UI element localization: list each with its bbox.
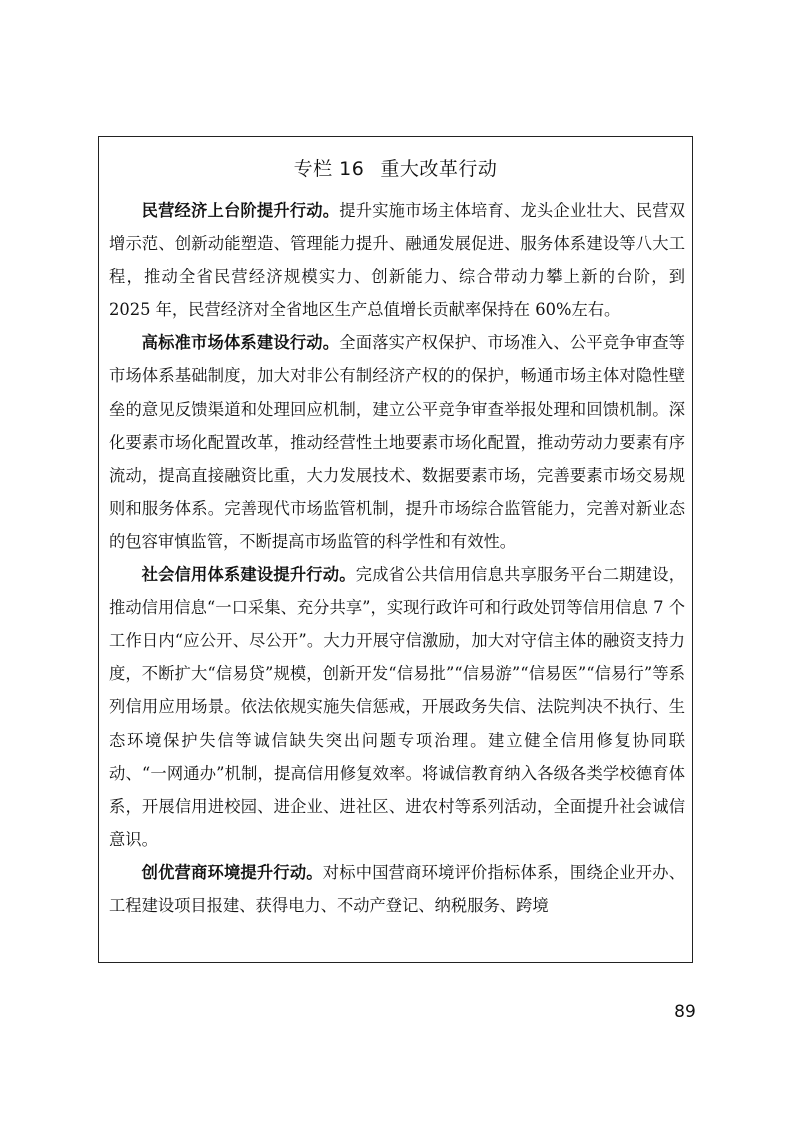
box-content — [109, 194, 685, 922]
page-number: 89 — [674, 1002, 696, 1022]
paragraph-body: 全面落实产权保护、市场准入、公平竞争审查等市场体系基础制度，加大对非公有制经济产权的的保护，畅通市场主体对隐性壁垒的意见反馈渠道和处理回应机制，建立公平竞争审查举报处理和回馈机制。深化要素市场化配置改革，推动经营性土地要素市场化配置，推动劳动力要素有序流动，提高直接融资比重，大力发展技术、数据要素市场，完善要素市场交易规则和服务体系。完善现代市场监管机制，提升市场综合监管能力，完善对新业态的包容审慎监管，不断提高市场监管的科学性和有效性。 — [109, 333, 685, 551]
paragraph-private-economy — [109, 194, 685, 326]
box-title-text: 重大改革行动 — [380, 158, 498, 180]
box-title-label: 专栏 16 — [293, 158, 365, 180]
paragraph-heading: 创优营商环境提升行动。 — [141, 862, 323, 882]
paragraph-heading: 民营经济上台阶提升行动。 — [141, 201, 340, 220]
paragraph-body: 完成省公共信用信息共享服务平台二期建设，推动信用信息“一口采集、充分共享”，实现行政许可和行政处罚等信用信息 7 个工作日内“应公开、尽公开”。大力开展守信激励，加大对守信主体的融资支持力度，不断扩大“信易贷”规模，创新开发“信易批”“信易游”“信易医”“信易行”等系列信用应用场景。依法依规实施失信惩戒，开展政务失信、法院判决不执行、生态环境保护失信等诚信缺失突出问题专项治理。建立健全信用修复协同联动、“一网通办”机制，提高信用修复效率。将诚信教育纳入各级各类学校德育体系，开展信用进校园、进企业、进社区、进农村等系列活动，全面提升社会诚信意识。 — [109, 565, 685, 849]
feature-box — [98, 136, 693, 963]
paragraph-body: 对标中国营商环境评价指标体系，围绕企业开办、工程建设项目报建、获得电力、不动产登记、纳税服务、跨境 — [109, 862, 685, 915]
paragraph-social-credit — [109, 558, 685, 856]
paragraph-heading: 社会信用体系建设提升行动。 — [141, 565, 356, 585]
paragraph-business-environment — [109, 856, 685, 922]
paragraph-body: 提升实施市场主体培育、龙头企业壮大、民营双增示范、创新动能塑造、管理能力提升、融通发展促进、服务体系建设等八大工程，推动全省民营经济规模实力、创新能力、综合带动力攀上新的台阶，到 2025 年，民营经济对全省地区生产总值增长贡献率保持在 60%左右。 — [109, 201, 685, 320]
box-title — [99, 154, 692, 181]
paragraph-market-system — [109, 326, 685, 558]
paragraph-heading: 高标准市场体系建设行动。 — [141, 333, 340, 353]
